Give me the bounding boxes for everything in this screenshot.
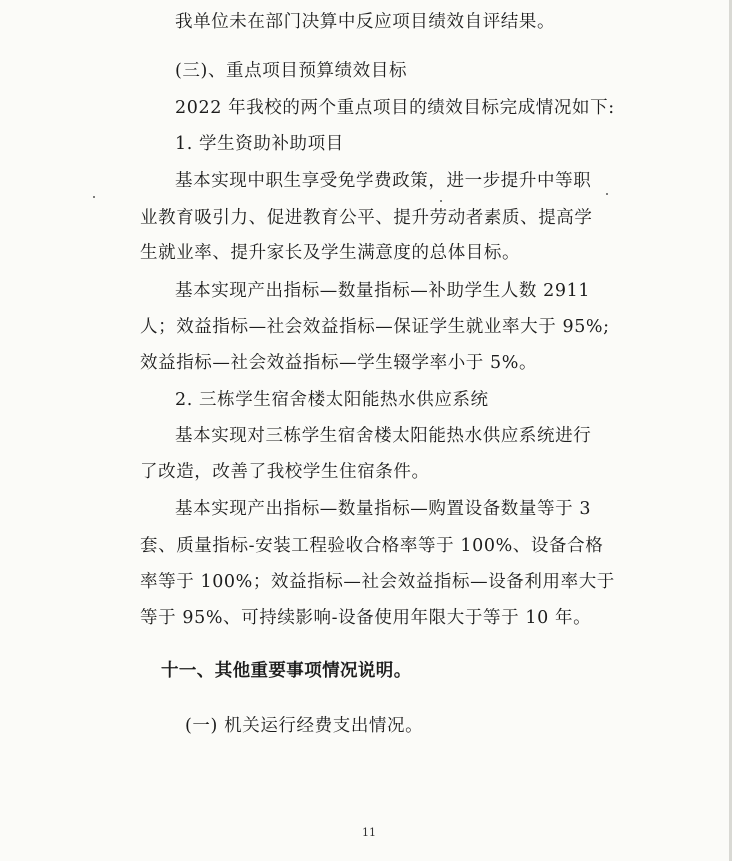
paragraph-line: 基本实现对三栋学生宿舍楼太阳能热水供应系统进行 [175,426,592,446]
paragraph-line: 套、质量指标-安装工程验收合格率等于 100%、设备合格 [140,536,604,556]
paragraph-line: 基本实现产出指标—数量指标—购置设备数量等于 3 [175,499,592,519]
paragraph-line: 生就业率、提升家长及学生满意度的总体目标。 [140,243,521,263]
paragraph-line: 了改造，改善了我校学生住宿条件。 [140,462,430,482]
paragraph-line: 2022 年我校的两个重点项目的绩效目标完成情况如下: [175,98,615,118]
paragraph-line: 等于 95%、可持续影响-设备使用年限大于等于 10 年。 [140,608,592,628]
section-heading: (三)、重点项目预算绩效目标 [175,61,408,81]
subsection-heading: 1. 学生资助补助项目 [175,134,344,154]
scan-speck [440,200,442,202]
paragraph-line: 基本实现产出指标—数量指标—补助学生人数 2911 [175,281,591,301]
paragraph-line: 我单位未在部门决算中反应项目绩效自评结果。 [175,12,556,32]
scan-speck [606,193,608,195]
subsection-heading: 2. 三栋学生宿舍楼太阳能热水供应系统 [175,390,489,410]
paragraph-line: 业教育吸引力、促进教育公平、提升劳动者素质、提高学 [140,208,593,228]
subsection-heading: (一) 机关运行经费支出情况。 [185,716,424,736]
paragraph-line: 率等于 100%；效益指标—社会效益指标—设备利用率大于 [140,572,615,592]
paragraph-line: 人；效益指标—社会效益指标—保证学生就业率大于 95%; [140,317,610,337]
scan-speck [93,196,95,198]
chapter-heading: 十一、其他重要事项情况说明。 [161,661,412,681]
page-number: 11 [362,826,376,839]
paragraph-line: 基本实现中职生享受免学费政策，进一步提升中等职 [175,171,592,191]
paragraph-line: 效益指标—社会效益指标—学生辍学率小于 5%。 [140,353,538,373]
